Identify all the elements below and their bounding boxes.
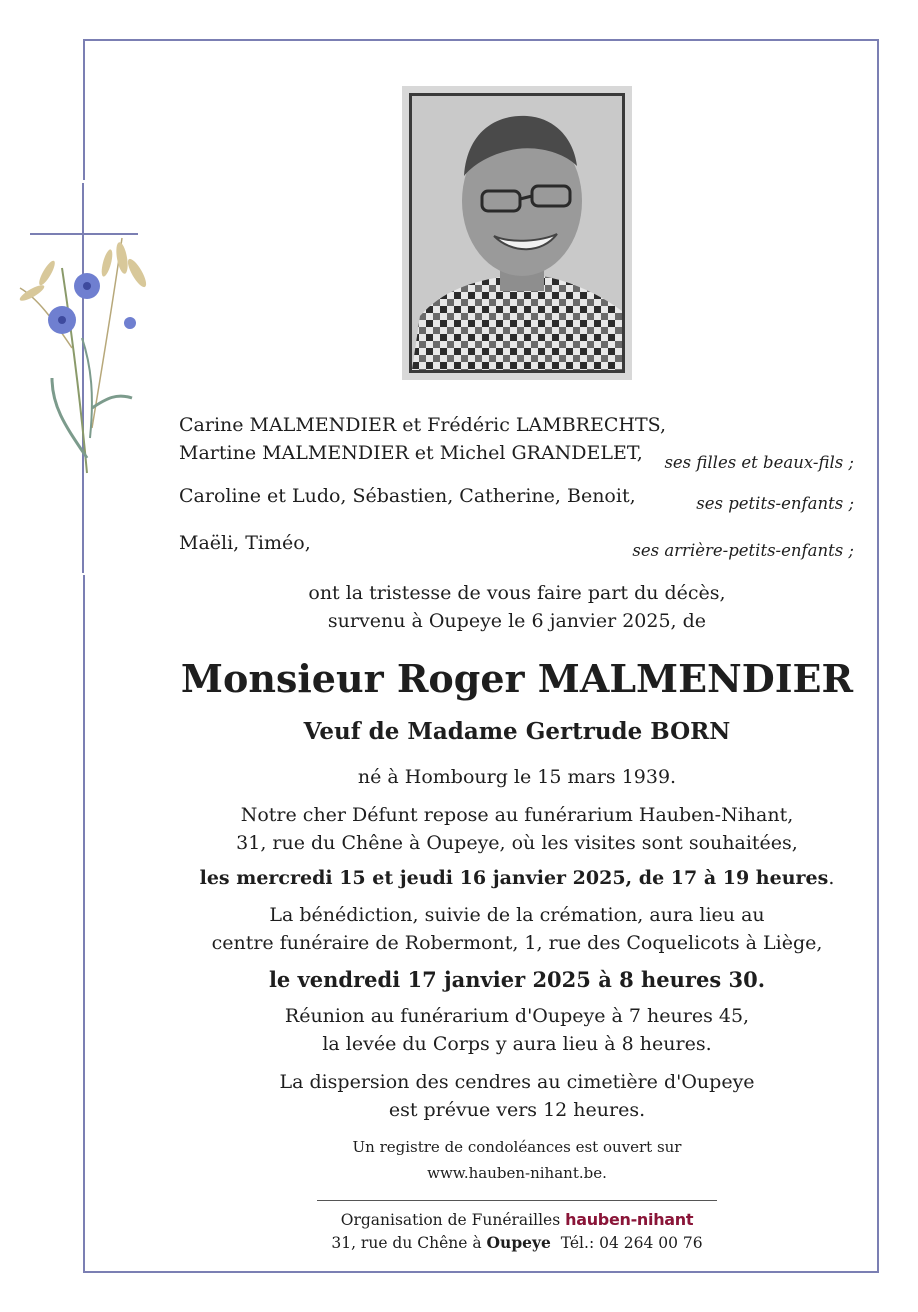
birth-line: né à Hombourg le 15 mars 1939. <box>357 766 677 788</box>
ceremony-line-2: centre funéraire de Robermont, 1, rue des Coquelicots à Liège, <box>211 932 823 954</box>
footer-address-city: Oupeye <box>486 1233 551 1252</box>
brand-logo: hauben-nihant <box>565 1210 694 1229</box>
dispersion-line-1: La dispersion des cendres au cimetière d'Oupeye <box>279 1071 755 1093</box>
ceremony-line-1: La bénédiction, suivie de la crémation, aura lieu au <box>269 904 765 926</box>
dispersion-line-2: est prévue vers 12 heures. <box>388 1099 646 1121</box>
visit-line-2: 31, rue du Chêne à Oupeye, où les visites sont souhaitées, <box>236 832 798 854</box>
visit-dates-end: . <box>828 867 835 889</box>
relation-grandchildren: ses petits-enfants ; <box>696 494 854 513</box>
meeting-line-1: Réunion au funérarium d'Oupeye à 7 heures 45, <box>284 1005 750 1027</box>
visit-dates <box>84 864 918 892</box>
visit-line-1: Notre cher Défunt repose au funérarium Hauben-Nihant, <box>240 804 794 826</box>
meeting-line-2: la levée du Corps y aura lieu à 8 heures. <box>322 1033 712 1055</box>
visit-dates-bold: les mercredi 15 et jeudi 16 janvier 2025, de 17 à 19 heures <box>199 867 829 889</box>
footer-address <box>180 1231 854 1255</box>
footer-phone: Tél.: 04 264 00 76 <box>560 1234 703 1252</box>
registry-url[interactable]: www.hauben-nihant.be. <box>427 1164 607 1182</box>
footer-org <box>180 1208 854 1232</box>
registry-line-1: Un registre de condoléances est ouvert sur <box>352 1138 682 1156</box>
announcement-line-1: ont la tristesse de vous faire part du décès, <box>308 582 726 604</box>
portrait-figure <box>412 96 622 370</box>
family-line-1: Carine MALMENDIER et Frédéric LAMBRECHTS, <box>179 414 667 436</box>
deceased-name: Monsieur Roger MALMENDIER <box>180 656 854 701</box>
cornflower-wheat-icon <box>12 228 162 478</box>
family-line-4: Maëli, Timéo, <box>179 532 311 554</box>
ceremony-date: le vendredi 17 janvier 2025 à 8 heures 30. <box>268 967 766 992</box>
relation-great-grandchildren: ses arrière-petits-enfants ; <box>632 541 854 560</box>
relation-daughters: ses filles et beaux-fils ; <box>664 453 854 472</box>
footer-address-start: 31, rue du Chêne à <box>331 1234 482 1252</box>
footer-divider <box>317 1200 717 1201</box>
family-line-2: Martine MALMENDIER et Michel GRANDELET, <box>179 442 643 464</box>
family-line-3: Caroline et Ludo, Sébastien, Catherine, Benoit, <box>179 485 636 507</box>
widow-line: Veuf de Madame Gertrude BORN <box>303 718 731 745</box>
footer-org-label: Organisation de Funérailles <box>340 1211 561 1229</box>
announcement-line-2: survenu à Oupeye le 6 janvier 2025, de <box>327 610 707 632</box>
portrait-photo <box>402 86 632 380</box>
